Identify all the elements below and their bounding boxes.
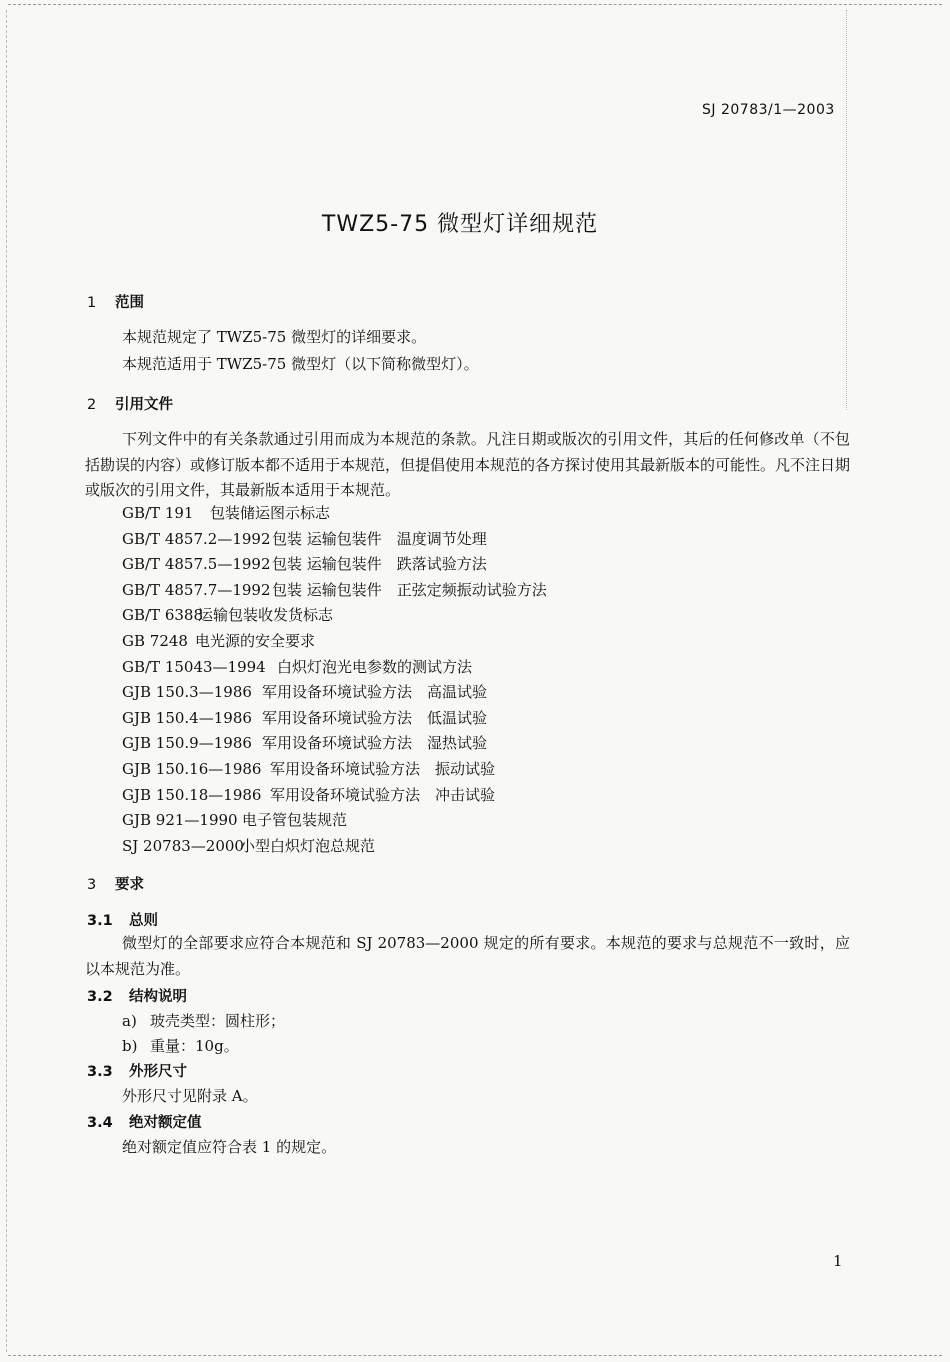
subsection-title: 绝对额定值 — [129, 1115, 202, 1131]
reference-title: 电光源的安全要求 — [195, 632, 316, 650]
reference-code: GB/T 191 — [122, 504, 194, 522]
reference-code: GJB 150.9—1986 — [122, 734, 252, 753]
paragraph-line: 绝对额定值应符合表 1 的规定。 — [122, 1138, 337, 1156]
reference-item — [122, 528, 487, 549]
section-2-heading — [87, 393, 173, 414]
paragraph-line: 外形尺寸见附录 A。 — [122, 1087, 258, 1105]
reference-title: 包装 运输包装件 温度调节处理 — [272, 529, 487, 548]
reference-item — [122, 553, 487, 574]
subsection-number: 3.4 — [87, 1115, 113, 1131]
section-1-heading — [87, 291, 144, 312]
section-title: 引用文件 — [115, 397, 173, 413]
scan-border-top — [8, 4, 942, 5]
reference-code: GB/T 15043—1994 — [122, 657, 266, 676]
reference-title: 包装 运输包装件 跌落试验方法 — [272, 555, 487, 574]
reference-title: 小型白炽灯泡总规范 — [240, 836, 376, 855]
reference-item — [122, 630, 315, 651]
list-label: a) — [122, 1012, 137, 1030]
reference-title: 军用设备环境试验方法 湿热试验 — [262, 734, 488, 753]
section-number: 3 — [87, 877, 97, 893]
subsection-title: 总则 — [129, 913, 158, 929]
paragraph-line: 本规范适用于 TWZ5-75 微型灯（以下简称微型灯）。 — [122, 355, 479, 373]
reference-code: SJ 20783—2000 — [122, 836, 244, 855]
paragraph-line: 本规范规定了 TWZ5-75 微型灯的详细要求。 — [122, 328, 427, 346]
reference-title: 白炽灯泡光电参数的测试方法 — [277, 657, 473, 676]
reference-item — [122, 681, 487, 702]
list-item — [122, 1010, 285, 1031]
reference-title: 军用设备环境试验方法 低温试验 — [262, 708, 488, 727]
reference-code: GJB 921—1990 — [122, 811, 238, 830]
section-title: 范围 — [115, 295, 144, 311]
reference-item — [122, 502, 330, 523]
page-number: 1 — [833, 1252, 843, 1270]
reference-code: GJB 150.4—1986 — [122, 708, 252, 727]
subsection-3-2-heading — [87, 985, 187, 1006]
reference-code: GJB 150.18—1986 — [122, 785, 262, 804]
reference-code: GB/T 6388 — [122, 606, 204, 625]
subsection-3-3-heading — [87, 1060, 187, 1081]
list-text: 重量：10g。 — [150, 1037, 239, 1055]
reference-title: 军用设备环境试验方法 冲击试验 — [270, 785, 496, 804]
section-number: 2 — [87, 397, 97, 413]
subsection-number: 3.1 — [87, 913, 113, 929]
reference-item — [122, 784, 495, 805]
scan-border-bottom — [8, 1355, 942, 1356]
reference-title: 包装储运图示标志 — [210, 504, 331, 522]
section-3-heading — [87, 873, 144, 894]
reference-title: 包装 运输包装件 正弦定频振动试验方法 — [272, 580, 547, 599]
list-text: 玻壳类型：圆柱形； — [150, 1012, 286, 1030]
reference-item — [122, 604, 333, 625]
reference-code: GJB 150.16—1986 — [122, 760, 262, 778]
reference-item — [122, 732, 487, 753]
subsection-title: 外形尺寸 — [129, 1064, 187, 1080]
reference-code: GB 7248 — [122, 632, 188, 650]
reference-title: 运输包装收发货标志 — [198, 606, 334, 625]
standard-number: SJ 20783/1—2003 — [702, 102, 835, 118]
reference-item — [122, 758, 495, 779]
section-title: 要求 — [115, 877, 144, 893]
reference-title: 军用设备环境试验方法 高温试验 — [262, 683, 488, 702]
reference-item — [122, 707, 487, 728]
subsection-number: 3.3 — [87, 1064, 113, 1080]
reference-item — [122, 579, 547, 600]
subsection-3-4-heading — [87, 1111, 202, 1132]
subsection-3-1-heading — [87, 909, 158, 930]
paragraph: 下列文件中的有关条款通过引用而成为本规范的条款。凡注日期或版次的引用文件，其后的任何修改单（不包括勘误的内容）或修订版本都不适用于本规范，但提倡使用本规范的各方探讨使用其最新版本的可能性。凡不注日期或版次的引用文件，其最新版本适用于本规范。 — [85, 430, 851, 499]
subsection-number: 3.2 — [87, 989, 113, 1005]
reference-code: GB/T 4857.2—1992 — [122, 529, 271, 548]
reference-item — [122, 656, 472, 677]
reference-title: 军用设备环境试验方法 振动试验 — [270, 760, 496, 778]
reference-code: GJB 150.3—1986 — [122, 683, 252, 702]
document-title: TWZ5-75 微型灯详细规范 — [321, 212, 599, 237]
reference-item — [122, 809, 347, 830]
reference-code: GB/T 4857.5—1992 — [122, 555, 271, 574]
paragraph: 微型灯的全部要求应符合本规范和 SJ 20783—2000 规定的所有要求。本规范的要求与总规范不一致时，应以本规范为准。 — [85, 934, 850, 978]
section-number: 1 — [87, 295, 97, 311]
reference-item — [122, 835, 375, 856]
reference-title: 电子管包装规范 — [242, 811, 348, 830]
reference-code: GB/T 4857.7—1992 — [122, 580, 271, 599]
list-label: b) — [122, 1037, 138, 1055]
subsection-title: 结构说明 — [129, 989, 187, 1005]
list-item — [122, 1035, 239, 1056]
